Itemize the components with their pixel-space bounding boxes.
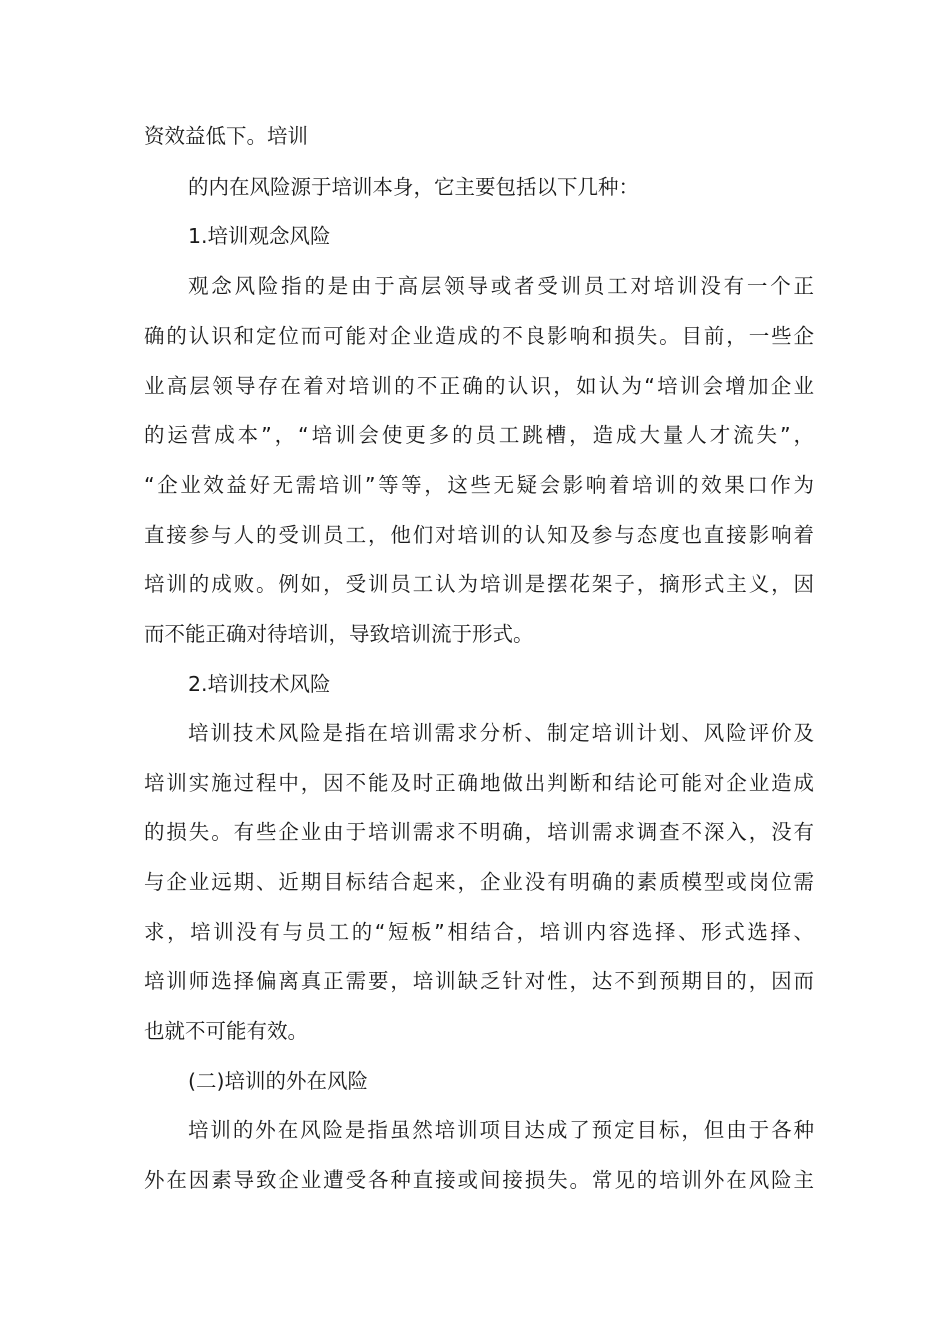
section-heading: 1.培训观念风险 (188, 224, 331, 248)
text-line: 观念风险指的是由于高层领导或者受训员工对培训没有一个正 (188, 274, 814, 298)
text-line: 培训师选择偏离真正需要，培训缺乏针对性，达不到预期目的，因而 (144, 969, 814, 993)
text-line: 外在因素导致企业遭受各种直接或间接损失。常见的培训外在风险主 (144, 1168, 814, 1192)
text-line: 而不能正确对待培训，导致培训流于形式。 (144, 622, 534, 646)
text-line: 也就不可能有效。 (144, 1019, 308, 1043)
text-line: 直接参与人的受训员工，他们对培训的认知及参与态度也直接影响着 (144, 523, 814, 547)
text-line: 资效益低下。培训 (144, 124, 308, 148)
text-line: 培训技术风险是指在培训需求分析、制定培训计划、风险评价及 (188, 721, 814, 745)
text-line: 的损失。有些企业由于培训需求不明确，培训需求调查不深入，没有 (144, 820, 814, 844)
section-heading: 2.培训技术风险 (188, 672, 331, 696)
text-line: 培训的成败。例如，受训员工认为培训是摆花架子，摘形式主义，因 (144, 572, 814, 596)
text-line: 培训的外在风险是指虽然培训项目达成了预定目标，但由于各种 (188, 1118, 814, 1142)
text-line: “企业效益好无需培训”等等，这些无疑会影响着培训的效果口作为 (144, 473, 814, 497)
text-line: 的内在风险源于培训本身，它主要包括以下几种： (188, 175, 639, 199)
text-line: 培训实施过程中，因不能及时正确地做出判断和结论可能对企业造成 (144, 771, 814, 795)
text-line: 确的认识和定位而可能对企业造成的不良影响和损失。目前，一些企 (144, 324, 814, 348)
text-line: 的运营成本”，“培训会使更多的员工跳槽，造成大量人才流失”， (144, 423, 814, 447)
text-line: 求，培训没有与员工的“短板”相结合，培训内容选择、形式选择、 (144, 920, 814, 944)
section-heading: (二)培训的外在风险 (188, 1069, 368, 1093)
text-line: 与企业远期、近期目标结合起来，企业没有明确的素质模型或岗位需 (144, 870, 814, 894)
text-line: 业高层领导存在着对培训的不正确的认识，如认为“培训会增加企业 (144, 374, 814, 398)
